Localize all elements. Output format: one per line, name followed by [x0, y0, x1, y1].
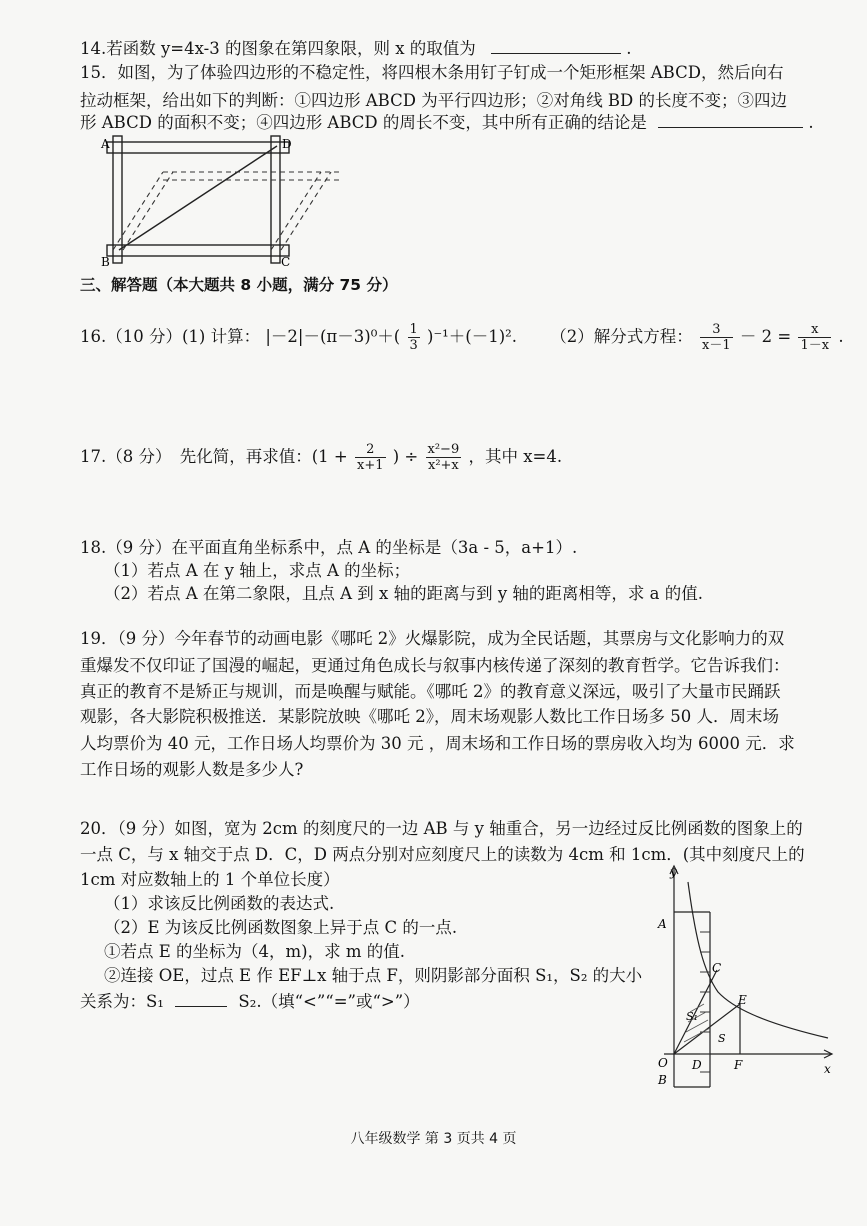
q20-line8 — [80, 991, 420, 1013]
q20-graph-figure — [640, 862, 840, 1092]
q16-expr: |－2|－(π－3)⁰＋( — [265, 327, 401, 346]
q19-line4: 观影，各大影院积极推送．某影院放映《哪吒 2》，周末场观影人数比工作日场多 50 人．周末场 — [80, 707, 779, 726]
q14-answer-blank — [491, 39, 621, 54]
q16-eq-mid: － 2 = — [739, 327, 792, 346]
label-a: A — [658, 917, 667, 931]
section-3-title: 三、解答题（本大题共 8 小题，满分 75 分） — [80, 276, 398, 294]
top-bar — [107, 142, 289, 153]
q20-line8-b: S₂.（填“<”“=”或“>”） — [238, 992, 420, 1011]
label-b: B — [101, 255, 110, 269]
q20-line4: （1）求该反比例函数的表达式. — [104, 894, 335, 913]
q15-answer-blank — [658, 113, 803, 128]
q16-prefix: 16.（10 分）(1) 计算： — [80, 327, 261, 346]
q17-mid: ) ÷ — [392, 447, 419, 466]
q14-text: 14.若函数 y=4x-3 的图象在第四象限，则 x 的取值为 — [80, 39, 476, 58]
q20-line8-a: 关系为：S₁ — [80, 992, 164, 1011]
hyperbola-curve — [688, 882, 828, 1038]
q16-frac: $\frac{1}{3}$ — [409, 322, 418, 353]
label-a: A — [101, 137, 110, 151]
q19-line6: 工作日场的观影人数是多少人? — [80, 760, 304, 779]
left-bar — [113, 136, 122, 263]
q17-frac2: $\frac{\text{x²−9}}{\text{x²+x}}$ — [427, 442, 460, 473]
q20-line2: 一点 C，与 x 轴交于点 D．C，D 两点分别对应刻度尺上的读数为 4cm 和 1cm．(其中刻度尺上的 — [80, 845, 805, 864]
q17-tail: ，其中 x=4. — [468, 447, 563, 466]
question-14 — [80, 38, 632, 60]
label-y: y — [670, 865, 677, 879]
q17-frac1: $\frac{2}{x+1}$ — [357, 442, 384, 473]
q20-line6: ①若点 E 的坐标为（4，m)，求 m 的值. — [104, 942, 405, 961]
q18-line2: （1）若点 A 在 y 轴上，求点 A 的坐标； — [104, 561, 411, 580]
question-17 — [80, 440, 562, 474]
q18-line3: （2）若点 A 在第二象限，且点 A 到 x 轴的距离与到 y 轴的距离相等，求 a 的值. — [104, 584, 703, 603]
q20-line1: 20．（9 分）如图，宽为 2cm 的刻度尺的一边 AB 与 y 轴重合，另一边经过反比例函数的图象上的 — [80, 819, 803, 838]
q20-line3: 1cm 对应数轴上的 1 个单位长度） — [80, 870, 340, 889]
q15-frame-figure — [95, 132, 355, 272]
label-d: D — [692, 1058, 702, 1072]
label-o: O — [658, 1056, 668, 1070]
label-s2: S — [718, 1032, 726, 1045]
q16-eq-right-frac: $\frac{x}{1-x}$ — [800, 322, 830, 353]
q19-line5: 人均票价为 40 元，工作日场人均票价为 30 元 ，周末场和工作日场的票房收入均为 6000 元．求 — [80, 734, 795, 753]
q18-line1: 18.（9 分）在平面直角坐标系中，点 A 的坐标是（3a - 5，a+1）. — [80, 538, 578, 557]
page-footer: 八年级数学 第 3 页共 4 页 — [350, 1131, 517, 1147]
q15-line3-wrap — [80, 112, 814, 134]
q15-line1: 15．如图，为了体验四边形的不稳定性，将四根木条用钉子钉成一个矩形框架 ABCD，然后向右 — [80, 63, 784, 82]
q17-prefix: 17.（8 分） 先化简，再求值：(1 + — [80, 447, 348, 466]
dashed-parallelogram — [113, 172, 343, 250]
q20-line7: ②连接 OE，过点 E 作 EF⊥x 轴于点 F，则阴影部分面积 S₁，S₂ 的大小 — [104, 966, 643, 985]
right-bar — [271, 136, 280, 263]
q19-line3: 真正的教育不是矫正与规训，而是唤醒与赋能。《哪吒 2》的教育意义深远，吸引了大量市民踊跃 — [80, 682, 781, 701]
label-e: E — [738, 993, 747, 1007]
q19-line2: 重爆发不仅印证了国漫的崛起，更通过角色成长与叙事内核传递了深刻的教育哲学。它告诉我们： — [80, 656, 790, 675]
q20-line5: （2）E 为该反比例函数图象上异于点 C 的一点. — [104, 918, 458, 937]
q15-line2: 拉动框架，给出如下的判断：①四边形 ABCD 为平行四边形；②对角线 BD 的长度不变；③四边 — [80, 91, 788, 110]
bottom-bar — [107, 245, 289, 256]
label-b: B — [658, 1073, 667, 1087]
q15-end: . — [808, 113, 814, 132]
q16-part2: （2）解分式方程： — [550, 327, 693, 346]
label-f: F — [734, 1058, 743, 1072]
q16-eq-left-frac: $\frac{3}{x-1}$ — [702, 322, 731, 353]
q20-answer-blank — [175, 992, 227, 1007]
q15-line3: 形 ABCD 的面积不变；④四边形 ABCD 的周长不变，其中所有正确的结论是 — [80, 113, 647, 132]
question-16 — [80, 320, 844, 354]
label-c: C — [712, 961, 722, 975]
label-s1: S₁ — [686, 1010, 698, 1023]
label-c: C — [281, 255, 291, 269]
label-x: x — [824, 1062, 831, 1076]
q14-end: . — [626, 39, 632, 58]
label-d: D — [282, 137, 292, 151]
q16-end: . — [838, 327, 844, 346]
diagonal-bd — [119, 146, 277, 250]
q19-line1: 19．（9 分）今年春节的动画电影《哪吒 2》火爆影院，成为全民话题，其票房与文化影响力的双 — [80, 629, 785, 648]
q16-expr-tail: )⁻¹＋(－1)². — [427, 327, 518, 346]
